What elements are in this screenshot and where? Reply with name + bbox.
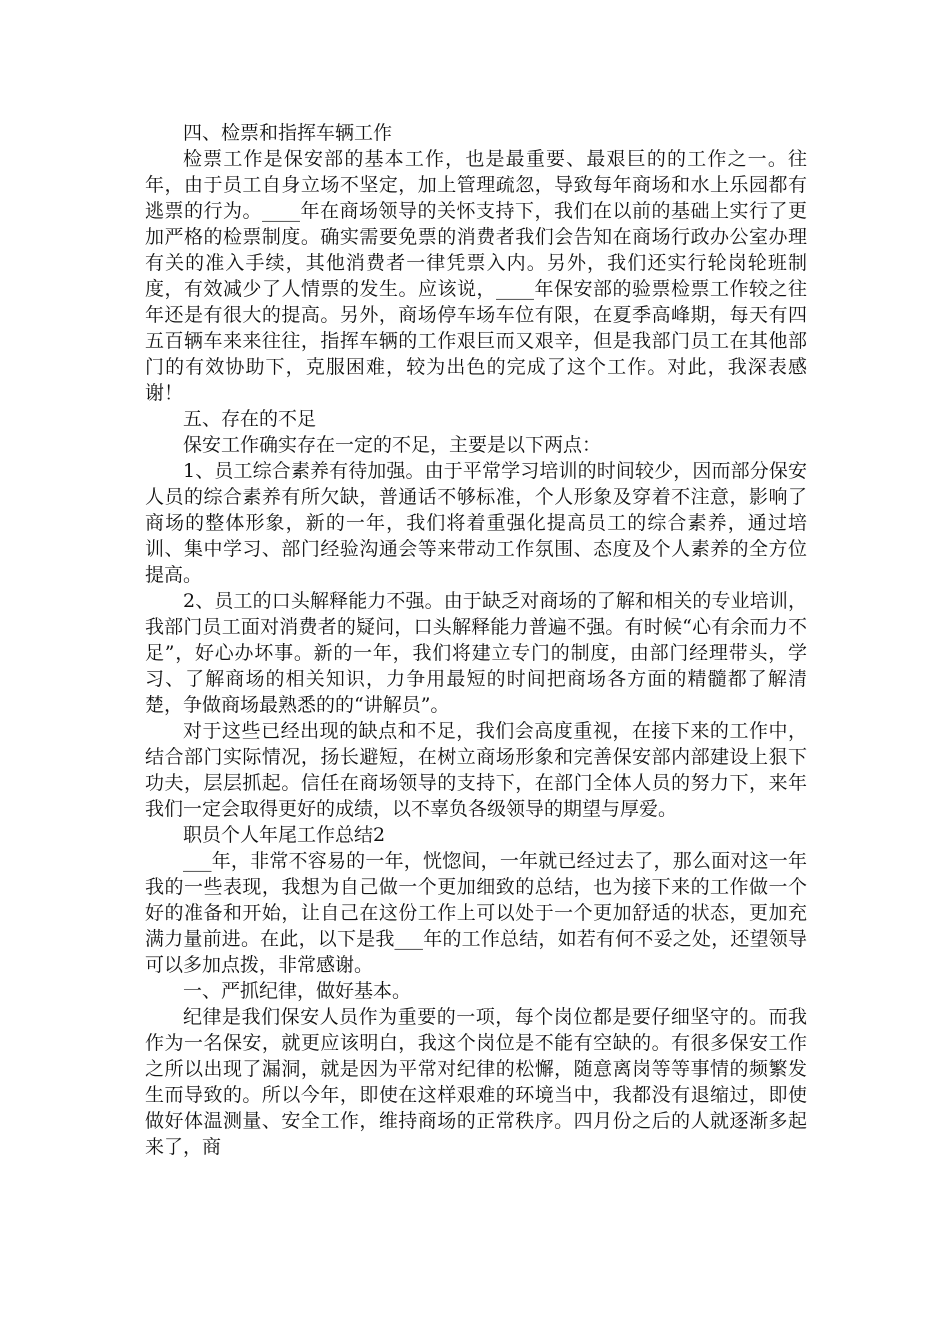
article-title-summary-2: 职员个人年尾工作总结2 — [183, 824, 386, 846]
paragraph-ticket-check: 检票工作是保安部的基本工作，也是最重要、最艰巨的的工作之一。往年，由于员工自身立场不坚定，加上管理疏忽，导致每年商场和水上乐园都有逃票的行为。____年在商场领导的关怀支持下，我们在以前的基础上实行了更加严格的检票制度。确实需要免票的消费者我们会告知在商场行政办公室办理有关的准入手续，其他消费者一律凭票入内。另外，我们还实行轮岗轮班制度，有效减少了人情票的发生。应该说，____年保安部的验票检票工作较之往年还是有很大的提高。另外，商场停车场车位有限，在夏季高峰期，每天有四五百辆车来来往往，指挥车辆的工作艰巨而又艰辛，但是我部门员工在其他部门的有效协助下，克服困难，较为出色的完成了这个工作。对此，我深表感谢！ — [145, 148, 807, 404]
paragraph-shortcoming-2: 2、员工的口头解释能力不强。由于缺乏对商场的了解和相关的专业培训，我部门员工面对消费者的疑问，口头解释能力普遍不强。有时候“心有余而力不足”，好心办坏事。新的一年，我们将建立专门的制度，由部门经理带头，学习、了解商场的相关知识，力争用最短的时间把商场各方面的精髓都了解清楚，争做商场最熟悉的的“讲解员”。 — [145, 590, 807, 716]
document-page — [145, 120, 807, 1160]
paragraph-conclusion: 对于这些已经出现的缺点和不足，我们会高度重视，在接下来的工作中，结合部门实际情况，扬长避短，在树立商场形象和完善保安部内部建设上狠下功夫，层层抓起。信任在商场领导的支持下，在部门全体人员的努力下，来年我们一定会取得更好的成绩，以不辜负各级领导的期望与厚爱。 — [145, 720, 807, 820]
paragraph-shortcoming-1: 1、员工综合素养有待加强。由于平常学习培训的时间较少，因而部分保安人员的综合素养有所欠缺，普通话不够标准，个人形象及穿着不注意，影响了商场的整体形象，新的一年，我们将着重强化提高员工的综合素养，通过培训、集中学习、部门经验沟通会等来带动工作氛围、态度及个人素养的全方位提高。 — [145, 460, 807, 586]
paragraph-summary-intro: ___年，非常不容易的一年，恍惚间，一年就已经过去了，那么面对这一年我的一些表现，我想为自己做一个更加细致的总结，也为接下来的工作做一个好的准备和开始，让自己在这份工作上可以处于一个更加舒适的状态，更加充满力量前进。在此，以下是我___年的工作总结，如若有何不妥之处，还望领导可以多加点拨，非常感谢。 — [145, 850, 807, 976]
section-heading-discipline: 一、严抓纪律，做好基本。 — [183, 980, 412, 1002]
section-heading-ticket-check: 四、检票和指挥车辆工作 — [183, 122, 393, 144]
paragraph-shortcomings-intro: 保安工作确实存在一定的不足，主要是以下两点： — [183, 434, 602, 456]
paragraph-discipline: 纪律是我们保安人员作为重要的一项，每个岗位都是要仔细坚守的。而我作为一名保安，就更应该明白，我这个岗位是不能有空缺的。有很多保安工作之所以出现了漏洞，就是因为平常对纪律的松懈，随意离岗等等事情的频繁发生而导致的。所以今年，即使在这样艰难的环境当中，我都没有退缩过，即使做好体温测量、安全工作，维持商场的正常秩序。四月份之后的人就逐渐多起来了，商 — [145, 1006, 807, 1158]
section-heading-shortcomings: 五、存在的不足 — [183, 408, 317, 430]
